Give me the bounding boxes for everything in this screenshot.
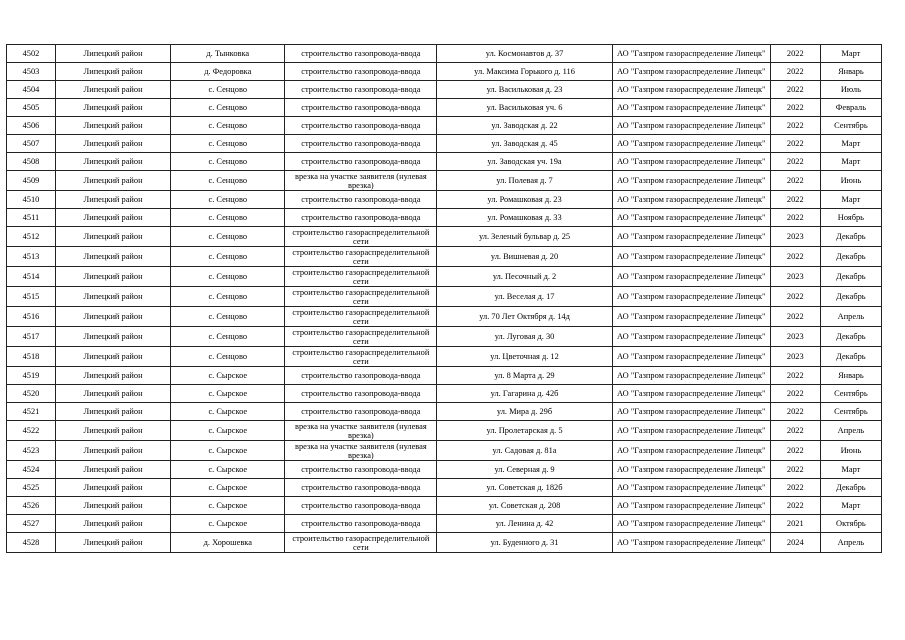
cell-month: Июль bbox=[820, 81, 881, 99]
cell-month: Март bbox=[820, 191, 881, 209]
cell-organization: АО "Газпром газораспределение Липецк" bbox=[612, 327, 770, 347]
cell-district: Липецкий район bbox=[55, 421, 170, 441]
table-row bbox=[7, 497, 882, 515]
cell-number: 4504 bbox=[7, 81, 56, 99]
cell-organization: АО "Газпром газораспределение Липецк" bbox=[612, 153, 770, 171]
cell-number: 4518 bbox=[7, 347, 56, 367]
cell-settlement: с. Сенцово bbox=[171, 247, 285, 267]
cell-month: Сентябрь bbox=[820, 403, 881, 421]
cell-district: Липецкий район bbox=[55, 367, 170, 385]
cell-district: Липецкий район bbox=[55, 81, 170, 99]
cell-organization: АО "Газпром газораспределение Липецк" bbox=[612, 45, 770, 63]
cell-year: 2022 bbox=[770, 153, 820, 171]
cell-organization: АО "Газпром газораспределение Липецк" bbox=[612, 117, 770, 135]
cell-number: 4522 bbox=[7, 421, 56, 441]
cell-work-type: строительство газопровода-ввода bbox=[285, 479, 437, 497]
cell-month: Октябрь bbox=[820, 515, 881, 533]
cell-organization: АО "Газпром газораспределение Липецк" bbox=[612, 135, 770, 153]
cell-address: ул. Васильковая д. 23 bbox=[437, 81, 612, 99]
cell-address: ул. Максима Горького д. 116 bbox=[437, 63, 612, 81]
cell-address: ул. Пролетарская д. 5 bbox=[437, 421, 612, 441]
cell-organization: АО "Газпром газораспределение Липецк" bbox=[612, 227, 770, 247]
cell-number: 4502 bbox=[7, 45, 56, 63]
cell-organization: АО "Газпром газораспределение Липецк" bbox=[612, 461, 770, 479]
cell-month: Апрель bbox=[820, 533, 881, 553]
cell-address: ул. Буденного д. 31 bbox=[437, 533, 612, 553]
cell-work-type: строительство газопровода-ввода bbox=[285, 63, 437, 81]
cell-district: Липецкий район bbox=[55, 385, 170, 403]
cell-month: Март bbox=[820, 461, 881, 479]
cell-settlement: с. Сырское bbox=[171, 515, 285, 533]
cell-work-type: строительство газораспределительной сети bbox=[285, 533, 437, 553]
cell-work-type: строительство газораспределительной сети bbox=[285, 227, 437, 247]
cell-district: Липецкий район bbox=[55, 247, 170, 267]
cell-organization: АО "Газпром газораспределение Липецк" bbox=[612, 421, 770, 441]
cell-organization: АО "Газпром газораспределение Липецк" bbox=[612, 367, 770, 385]
cell-work-type: строительство газопровода-ввода bbox=[285, 99, 437, 117]
cell-district: Липецкий район bbox=[55, 441, 170, 461]
cell-number: 4509 bbox=[7, 171, 56, 191]
cell-settlement: с. Сенцово bbox=[171, 117, 285, 135]
cell-settlement: с. Сенцово bbox=[171, 347, 285, 367]
cell-settlement: с. Сырское bbox=[171, 403, 285, 421]
cell-address: ул. Вишневая д. 20 bbox=[437, 247, 612, 267]
table-row bbox=[7, 191, 882, 209]
cell-address: ул. Заводская д. 22 bbox=[437, 117, 612, 135]
cell-number: 4506 bbox=[7, 117, 56, 135]
cell-number: 4519 bbox=[7, 367, 56, 385]
cell-settlement: с. Сырское bbox=[171, 461, 285, 479]
gasification-table bbox=[6, 44, 882, 553]
cell-year: 2022 bbox=[770, 367, 820, 385]
cell-address: ул. Заводская уч. 19а bbox=[437, 153, 612, 171]
cell-settlement: с. Сенцово bbox=[171, 99, 285, 117]
cell-address: ул. Космонавтов д. 37 bbox=[437, 45, 612, 63]
cell-settlement: с. Сенцово bbox=[171, 227, 285, 247]
cell-organization: АО "Газпром газораспределение Липецк" bbox=[612, 247, 770, 267]
cell-organization: АО "Газпром газораспределение Липецк" bbox=[612, 533, 770, 553]
cell-year: 2022 bbox=[770, 307, 820, 327]
cell-work-type: строительство газопровода-ввода bbox=[285, 153, 437, 171]
cell-settlement: с. Сырское bbox=[171, 385, 285, 403]
cell-work-type: строительство газопровода-ввода bbox=[285, 191, 437, 209]
cell-address: ул. Цветочная д. 12 bbox=[437, 347, 612, 367]
cell-settlement: с. Сенцово bbox=[171, 81, 285, 99]
cell-organization: АО "Газпром газораспределение Липецк" bbox=[612, 441, 770, 461]
table-row bbox=[7, 135, 882, 153]
cell-organization: АО "Газпром газораспределение Липецк" bbox=[612, 99, 770, 117]
table-row bbox=[7, 461, 882, 479]
cell-year: 2022 bbox=[770, 99, 820, 117]
cell-month: Март bbox=[820, 135, 881, 153]
cell-organization: АО "Газпром газораспределение Липецк" bbox=[612, 209, 770, 227]
table-row bbox=[7, 81, 882, 99]
cell-address: ул. 70 Лет Октября д. 14д bbox=[437, 307, 612, 327]
table-row bbox=[7, 327, 882, 347]
cell-settlement: с. Сенцово bbox=[171, 307, 285, 327]
cell-district: Липецкий район bbox=[55, 135, 170, 153]
cell-settlement: д. Федоровка bbox=[171, 63, 285, 81]
cell-year: 2023 bbox=[770, 267, 820, 287]
cell-month: Март bbox=[820, 153, 881, 171]
cell-organization: АО "Газпром газораспределение Липецк" bbox=[612, 515, 770, 533]
cell-settlement: с. Сырское bbox=[171, 497, 285, 515]
cell-settlement: с. Сырское bbox=[171, 441, 285, 461]
cell-year: 2022 bbox=[770, 135, 820, 153]
cell-address: ул. Ромашковая д. 23 bbox=[437, 191, 612, 209]
cell-organization: АО "Газпром газораспределение Липецк" bbox=[612, 497, 770, 515]
cell-address: ул. Советская д. 208 bbox=[437, 497, 612, 515]
cell-work-type: строительство газораспределительной сети bbox=[285, 347, 437, 367]
cell-settlement: д. Хорошевка bbox=[171, 533, 285, 553]
cell-year: 2022 bbox=[770, 461, 820, 479]
cell-organization: АО "Газпром газораспределение Липецк" bbox=[612, 385, 770, 403]
table-row bbox=[7, 45, 882, 63]
cell-year: 2022 bbox=[770, 63, 820, 81]
cell-district: Липецкий район bbox=[55, 403, 170, 421]
cell-number: 4515 bbox=[7, 287, 56, 307]
cell-month: Март bbox=[820, 45, 881, 63]
cell-organization: АО "Газпром газораспределение Липецк" bbox=[612, 171, 770, 191]
table-row bbox=[7, 533, 882, 553]
cell-month: Апрель bbox=[820, 307, 881, 327]
cell-district: Липецкий район bbox=[55, 227, 170, 247]
cell-address: ул. 8 Марта д. 29 bbox=[437, 367, 612, 385]
cell-number: 4514 bbox=[7, 267, 56, 287]
cell-address: ул. Полевая д. 7 bbox=[437, 171, 612, 191]
cell-address: ул. Мира д. 29б bbox=[437, 403, 612, 421]
cell-work-type: строительство газопровода-ввода bbox=[285, 45, 437, 63]
cell-address: ул. Северная д. 9 bbox=[437, 461, 612, 479]
cell-district: Липецкий район bbox=[55, 99, 170, 117]
cell-month: Март bbox=[820, 497, 881, 515]
cell-district: Липецкий район bbox=[55, 209, 170, 227]
table-row bbox=[7, 287, 882, 307]
cell-work-type: строительство газопровода-ввода bbox=[285, 135, 437, 153]
cell-work-type: строительство газопровода-ввода bbox=[285, 515, 437, 533]
cell-month: Декабрь bbox=[820, 227, 881, 247]
cell-year: 2021 bbox=[770, 515, 820, 533]
cell-number: 4520 bbox=[7, 385, 56, 403]
cell-number: 4511 bbox=[7, 209, 56, 227]
cell-month: Декабрь bbox=[820, 287, 881, 307]
cell-district: Липецкий район bbox=[55, 45, 170, 63]
cell-month: Февраль bbox=[820, 99, 881, 117]
cell-address: ул. Луговая д. 30 bbox=[437, 327, 612, 347]
document-page bbox=[6, 44, 882, 553]
cell-district: Липецкий район bbox=[55, 461, 170, 479]
cell-address: ул. Песочный д. 2 bbox=[437, 267, 612, 287]
cell-settlement: д. Тынковка bbox=[171, 45, 285, 63]
table-row bbox=[7, 403, 882, 421]
table-row bbox=[7, 421, 882, 441]
cell-month: Апрель bbox=[820, 421, 881, 441]
cell-number: 4503 bbox=[7, 63, 56, 81]
cell-settlement: с. Сенцово bbox=[171, 135, 285, 153]
cell-settlement: с. Сырское bbox=[171, 421, 285, 441]
cell-district: Липецкий район bbox=[55, 117, 170, 135]
cell-year: 2022 bbox=[770, 171, 820, 191]
cell-organization: АО "Газпром газораспределение Липецк" bbox=[612, 479, 770, 497]
cell-month: Декабрь bbox=[820, 327, 881, 347]
cell-work-type: строительство газопровода-ввода bbox=[285, 385, 437, 403]
cell-address: ул. Васильковая уч. 6 bbox=[437, 99, 612, 117]
cell-number: 4528 bbox=[7, 533, 56, 553]
cell-month: Декабрь bbox=[820, 347, 881, 367]
cell-address: ул. Заводская д. 45 bbox=[437, 135, 612, 153]
cell-organization: АО "Газпром газораспределение Липецк" bbox=[612, 287, 770, 307]
table-row bbox=[7, 209, 882, 227]
cell-year: 2022 bbox=[770, 403, 820, 421]
cell-address: ул. Ленина д. 42 bbox=[437, 515, 612, 533]
table-row bbox=[7, 171, 882, 191]
cell-work-type: строительство газораспределительной сети bbox=[285, 307, 437, 327]
cell-organization: АО "Газпром газораспределение Липецк" bbox=[612, 267, 770, 287]
cell-district: Липецкий район bbox=[55, 533, 170, 553]
table-row bbox=[7, 227, 882, 247]
table-row bbox=[7, 63, 882, 81]
cell-month: Декабрь bbox=[820, 267, 881, 287]
cell-number: 4527 bbox=[7, 515, 56, 533]
table-row bbox=[7, 117, 882, 135]
cell-address: ул. Советская д. 182б bbox=[437, 479, 612, 497]
cell-month: Июнь bbox=[820, 441, 881, 461]
cell-year: 2022 bbox=[770, 191, 820, 209]
table-row bbox=[7, 515, 882, 533]
cell-work-type: строительство газораспределительной сети bbox=[285, 327, 437, 347]
cell-year: 2022 bbox=[770, 209, 820, 227]
cell-address: ул. Ромашковая д. 33 bbox=[437, 209, 612, 227]
table-row bbox=[7, 367, 882, 385]
cell-district: Липецкий район bbox=[55, 327, 170, 347]
table-row bbox=[7, 153, 882, 171]
cell-work-type: строительство газопровода-ввода bbox=[285, 81, 437, 99]
cell-work-type: строительство газопровода-ввода bbox=[285, 497, 437, 515]
cell-number: 4524 bbox=[7, 461, 56, 479]
cell-number: 4517 bbox=[7, 327, 56, 347]
cell-work-type: строительство газопровода-ввода bbox=[285, 461, 437, 479]
cell-number: 4516 bbox=[7, 307, 56, 327]
table-row bbox=[7, 267, 882, 287]
cell-year: 2022 bbox=[770, 45, 820, 63]
cell-settlement: с. Сенцово bbox=[171, 267, 285, 287]
cell-address: ул. Садовая д. 81а bbox=[437, 441, 612, 461]
cell-year: 2022 bbox=[770, 81, 820, 99]
cell-year: 2023 bbox=[770, 327, 820, 347]
cell-district: Липецкий район bbox=[55, 63, 170, 81]
cell-month: Декабрь bbox=[820, 247, 881, 267]
cell-month: Январь bbox=[820, 367, 881, 385]
table-row bbox=[7, 385, 882, 403]
cell-settlement: с. Сенцово bbox=[171, 191, 285, 209]
cell-number: 4512 bbox=[7, 227, 56, 247]
cell-work-type: строительство газопровода-ввода bbox=[285, 209, 437, 227]
cell-number: 4526 bbox=[7, 497, 56, 515]
cell-district: Липецкий район bbox=[55, 153, 170, 171]
cell-district: Липецкий район bbox=[55, 497, 170, 515]
cell-district: Липецкий район bbox=[55, 347, 170, 367]
cell-year: 2022 bbox=[770, 385, 820, 403]
cell-organization: АО "Газпром газораспределение Липецк" bbox=[612, 81, 770, 99]
cell-district: Липецкий район bbox=[55, 287, 170, 307]
cell-district: Липецкий район bbox=[55, 515, 170, 533]
cell-month: Ноябрь bbox=[820, 209, 881, 227]
cell-number: 4513 bbox=[7, 247, 56, 267]
cell-settlement: с. Сырское bbox=[171, 367, 285, 385]
cell-settlement: с. Сенцово bbox=[171, 171, 285, 191]
cell-organization: АО "Газпром газораспределение Липецк" bbox=[612, 191, 770, 209]
cell-year: 2023 bbox=[770, 347, 820, 367]
table-row bbox=[7, 441, 882, 461]
table-row bbox=[7, 307, 882, 327]
cell-number: 4523 bbox=[7, 441, 56, 461]
cell-year: 2024 bbox=[770, 533, 820, 553]
cell-work-type: строительство газопровода-ввода bbox=[285, 403, 437, 421]
table-row bbox=[7, 99, 882, 117]
cell-work-type: врезка на участке заявителя (нулевая врезка) bbox=[285, 171, 437, 191]
table-row bbox=[7, 247, 882, 267]
cell-month: Декабрь bbox=[820, 479, 881, 497]
cell-year: 2022 bbox=[770, 497, 820, 515]
cell-month: Сентябрь bbox=[820, 117, 881, 135]
cell-organization: АО "Газпром газораспределение Липецк" bbox=[612, 347, 770, 367]
cell-work-type: строительство газопровода-ввода bbox=[285, 367, 437, 385]
cell-district: Липецкий район bbox=[55, 267, 170, 287]
cell-year: 2022 bbox=[770, 117, 820, 135]
cell-organization: АО "Газпром газораспределение Липецк" bbox=[612, 63, 770, 81]
cell-number: 4507 bbox=[7, 135, 56, 153]
cell-work-type: врезка на участке заявителя (нулевая врезка) bbox=[285, 441, 437, 461]
cell-number: 4510 bbox=[7, 191, 56, 209]
cell-settlement: с. Сенцово bbox=[171, 327, 285, 347]
cell-district: Липецкий район bbox=[55, 171, 170, 191]
cell-year: 2022 bbox=[770, 287, 820, 307]
cell-district: Липецкий район bbox=[55, 307, 170, 327]
cell-year: 2022 bbox=[770, 247, 820, 267]
cell-organization: АО "Газпром газораспределение Липецк" bbox=[612, 307, 770, 327]
cell-district: Липецкий район bbox=[55, 479, 170, 497]
cell-work-type: врезка на участке заявителя (нулевая врезка) bbox=[285, 421, 437, 441]
cell-settlement: с. Сырское bbox=[171, 479, 285, 497]
cell-address: ул. Зеленый бульвар д. 25 bbox=[437, 227, 612, 247]
table-row bbox=[7, 347, 882, 367]
cell-settlement: с. Сенцово bbox=[171, 209, 285, 227]
table-body bbox=[7, 45, 882, 553]
cell-year: 2022 bbox=[770, 421, 820, 441]
cell-number: 4505 bbox=[7, 99, 56, 117]
cell-month: Сентябрь bbox=[820, 385, 881, 403]
cell-month: Январь bbox=[820, 63, 881, 81]
cell-work-type: строительство газопровода-ввода bbox=[285, 117, 437, 135]
cell-year: 2022 bbox=[770, 479, 820, 497]
cell-settlement: с. Сенцово bbox=[171, 153, 285, 171]
cell-year: 2022 bbox=[770, 441, 820, 461]
cell-work-type: строительство газораспределительной сети bbox=[285, 287, 437, 307]
cell-number: 4508 bbox=[7, 153, 56, 171]
table-row bbox=[7, 479, 882, 497]
cell-month: Июнь bbox=[820, 171, 881, 191]
cell-year: 2023 bbox=[770, 227, 820, 247]
cell-number: 4521 bbox=[7, 403, 56, 421]
cell-address: ул. Веселая д. 17 bbox=[437, 287, 612, 307]
cell-work-type: строительство газораспределительной сети bbox=[285, 267, 437, 287]
cell-work-type: строительство газораспределительной сети bbox=[285, 247, 437, 267]
cell-number: 4525 bbox=[7, 479, 56, 497]
cell-settlement: с. Сенцово bbox=[171, 287, 285, 307]
cell-address: ул. Гагарина д. 42б bbox=[437, 385, 612, 403]
cell-organization: АО "Газпром газораспределение Липецк" bbox=[612, 403, 770, 421]
cell-district: Липецкий район bbox=[55, 191, 170, 209]
